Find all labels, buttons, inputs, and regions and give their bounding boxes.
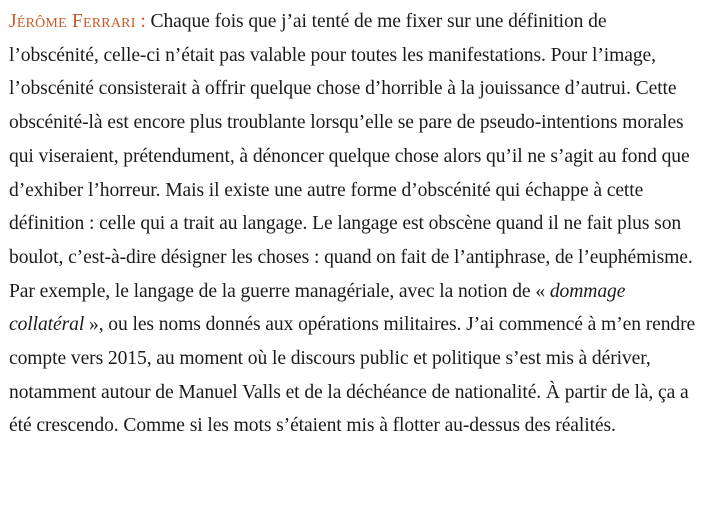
interview-paragraph: [9, 5, 698, 443]
quote-open-mark: «: [535, 280, 550, 302]
answer-text-part-2: , ou les noms donnés aux opérations militaires. J’ai commencé à m’en rendre compte vers 2015, au moment où le discours public et politique s’est mis à dériver, notamment autour de Manuel Valls et de la déchéance de nationalité. À partir de là, ça a été crescendo. Comme si les mots s’étaient mis à flotter au-dessus des réalités.: [9, 314, 696, 437]
answer-text-part-1: Chaque fois que j’ai tenté de me fixer sur une définition de l’obscénité, celle-ci n’était pas valable pour toutes les manifestations. Pour l’image, l’obscénité consisterait à offrir quelque chose d’horrible à la jouissance d’autrui. Cette obscénité-là est encore plus troublante lorsqu’elle se pare de pseudo-intentions morales qui viseraient, prétendument, à dénoncer quelque chose alors qu’il ne s’agit au fond que d’exhiber l’horreur. Mais il existe une autre forme d’obscénité qui échappe à cette définition : celle qui a trait au langage. Le langage est obscène quand il ne fait plus son boulot, c’est-à-dire désigner les choses : quand on fait de l’antiphrase, de l’euphémisme. Par exemple, le langage de la guerre managériale, avec la notion de: [9, 11, 693, 302]
speaker-separator: :: [135, 11, 146, 32]
quoted-term: dommage collatéral: [9, 280, 626, 336]
quote-close-mark: »: [84, 314, 99, 336]
speaker-name: Jérôme Ferrari: [9, 11, 136, 32]
